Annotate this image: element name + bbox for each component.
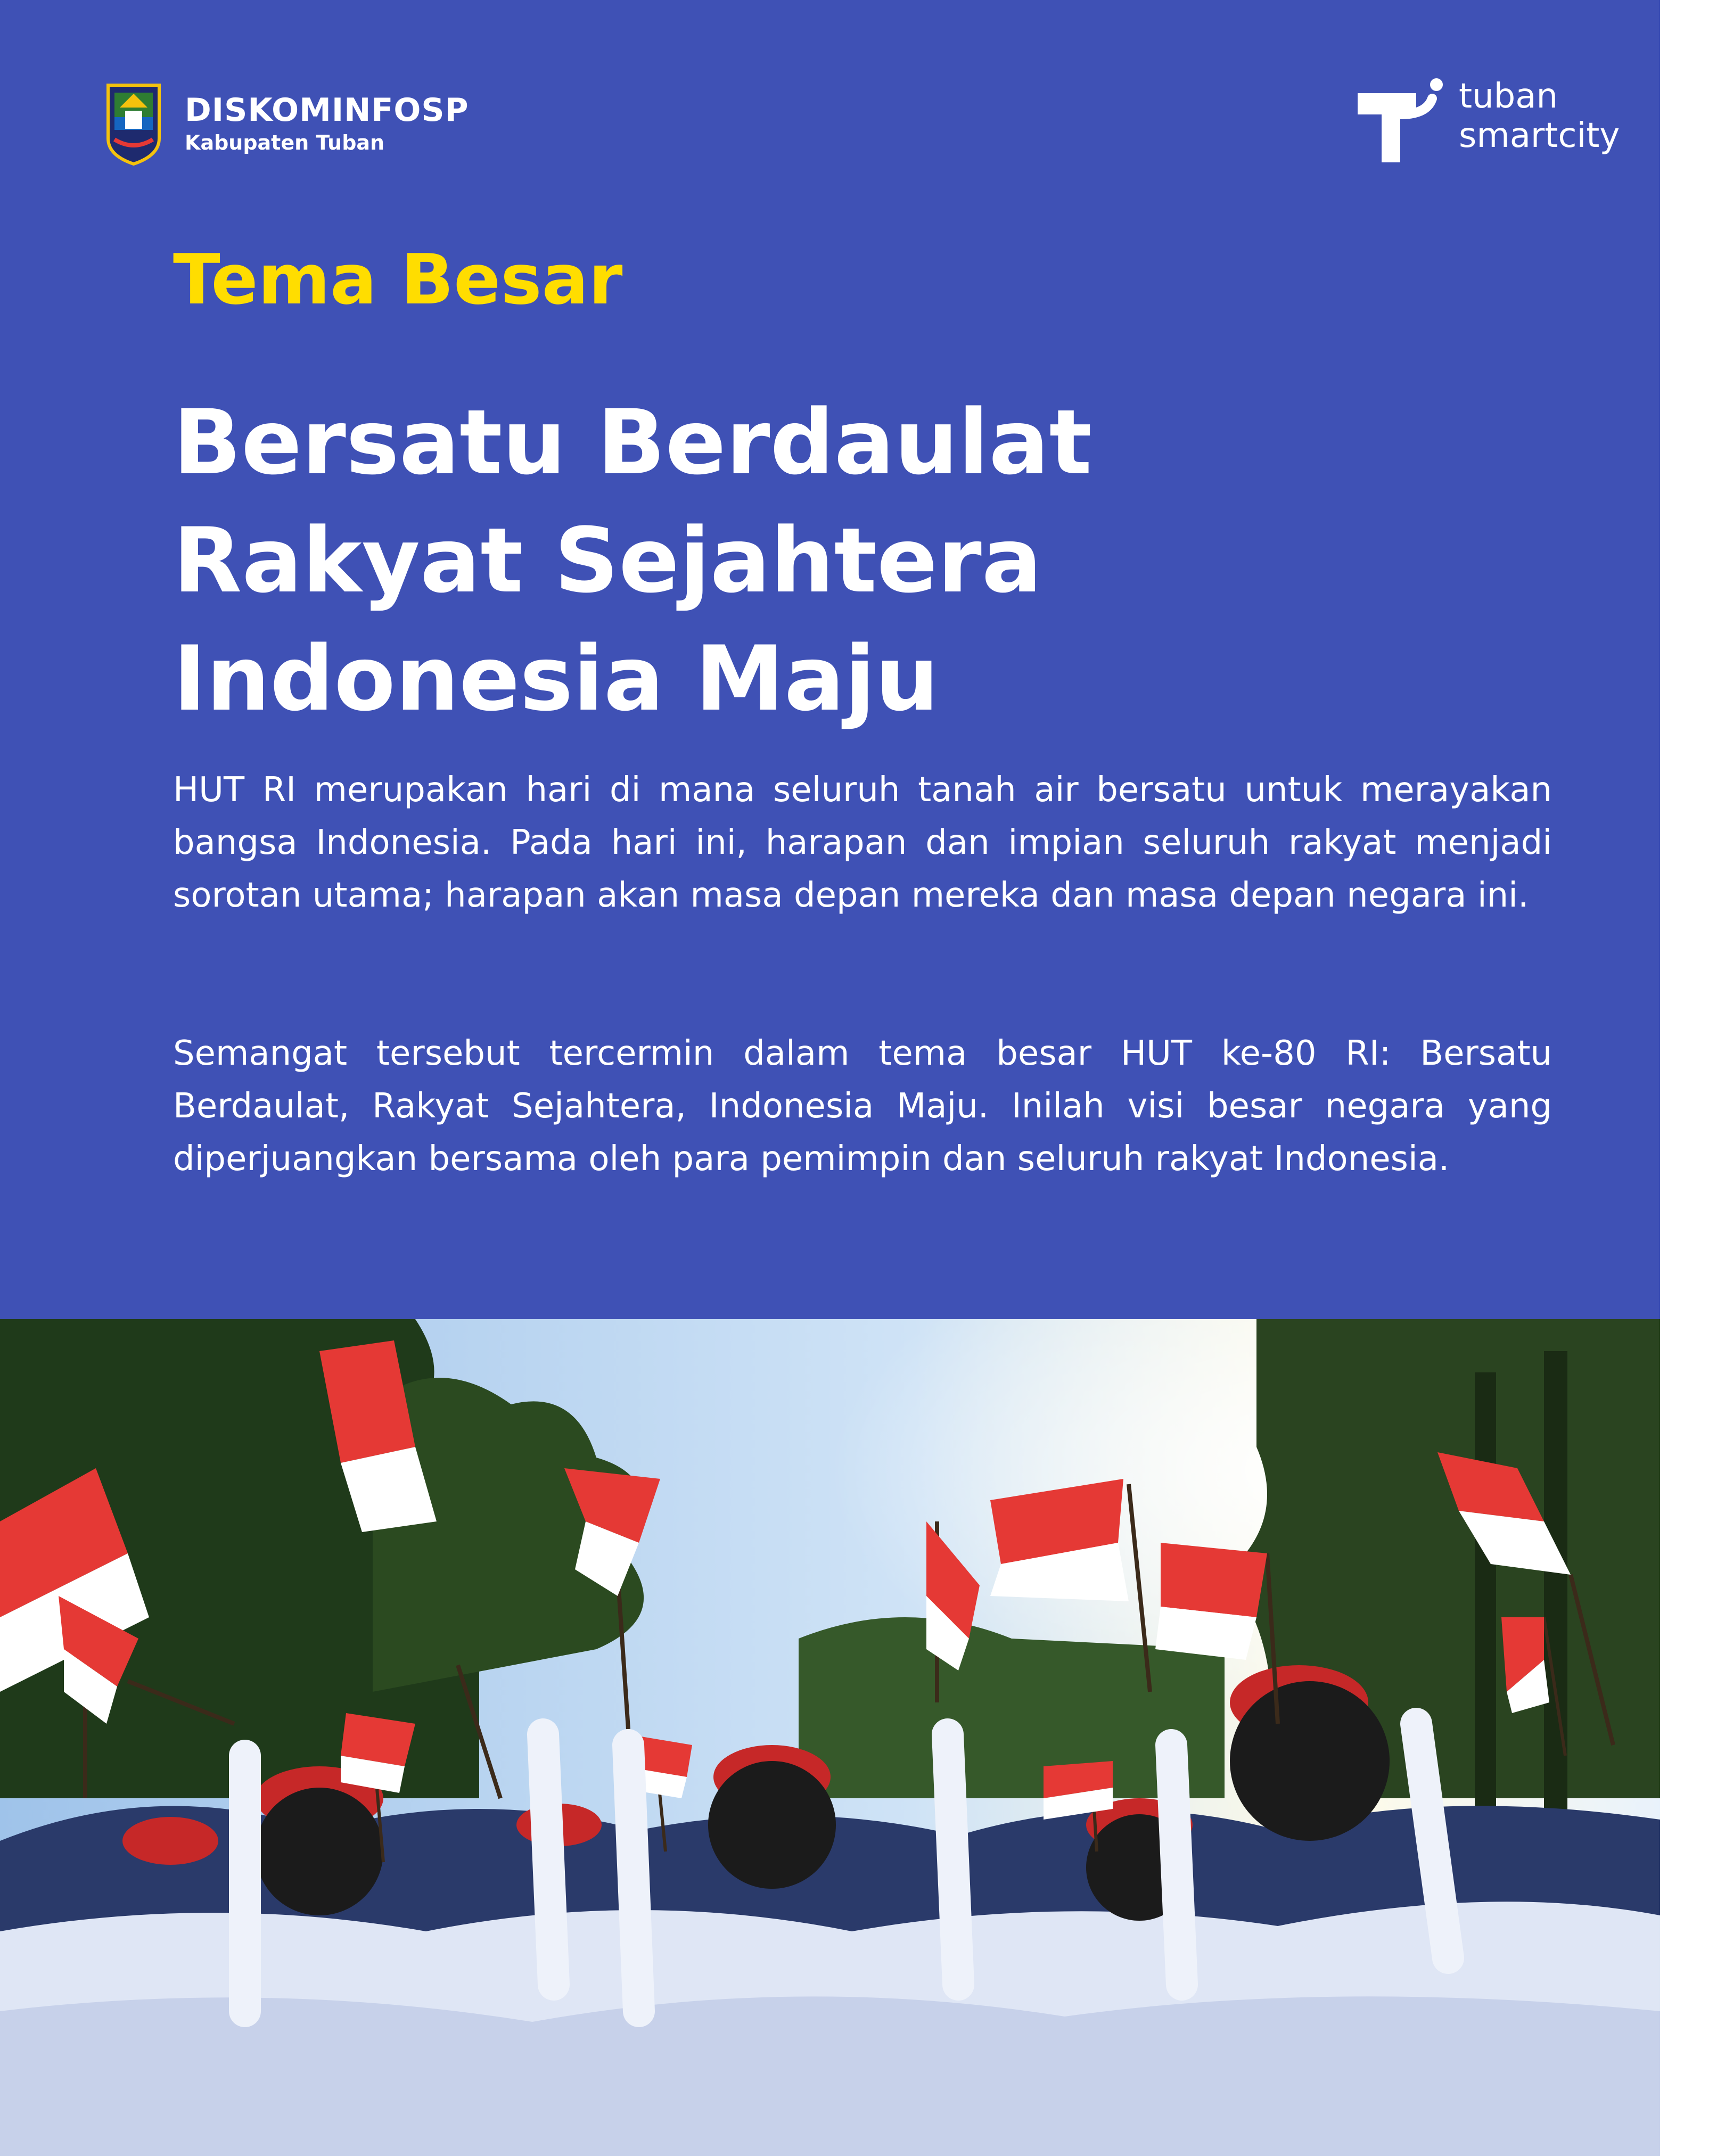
page-title (173, 383, 1557, 738)
body-paragraph-2: Semangat tersebut tercermin dalam tema besar HUT ke-80 RI: Bersatu Berdaulat, Rakyat Sejahtera, Indonesia Maju. Inilah visi besar negara yang diperjuangkan bersama oleh para pemimpin dan seluruh rakyat Indonesia. (173, 1034, 1552, 1179)
agency-region: Kabupaten Tuban (185, 131, 385, 154)
tuban-smartcity-logo (1352, 77, 1620, 168)
crowd-with-flags-image (0, 1319, 1660, 2156)
title-line-1: Bersatu Berdaulat (173, 390, 1092, 495)
eyebrow-label: Tema Besar (173, 239, 623, 320)
title-line-3: Indonesia Maju (173, 627, 939, 731)
smartcity-line-1: tuban (1459, 77, 1558, 116)
page-margin-strip (1660, 0, 1725, 2156)
agency-name: DISKOMINFOSP (185, 92, 469, 129)
title-line-2: Rakyat Sejahtera (173, 508, 1042, 613)
celebration-photo (0, 1319, 1660, 2156)
regency-crest-icon (104, 81, 163, 166)
smartcity-line-2: smartcity (1459, 116, 1620, 155)
tuban-smartcity-t-icon (1352, 77, 1443, 168)
body-paragraph-1: HUT RI merupakan hari di mana seluruh tanah air bersatu untuk merayakan bangsa Indonesia. Pada hari ini, harapan dan impian seluruh rakyat menjadi sorotan utama; harapan akan masa depan mereka dan masa depan negara ini. (173, 770, 1552, 915)
diskominfosp-logo (104, 81, 469, 166)
